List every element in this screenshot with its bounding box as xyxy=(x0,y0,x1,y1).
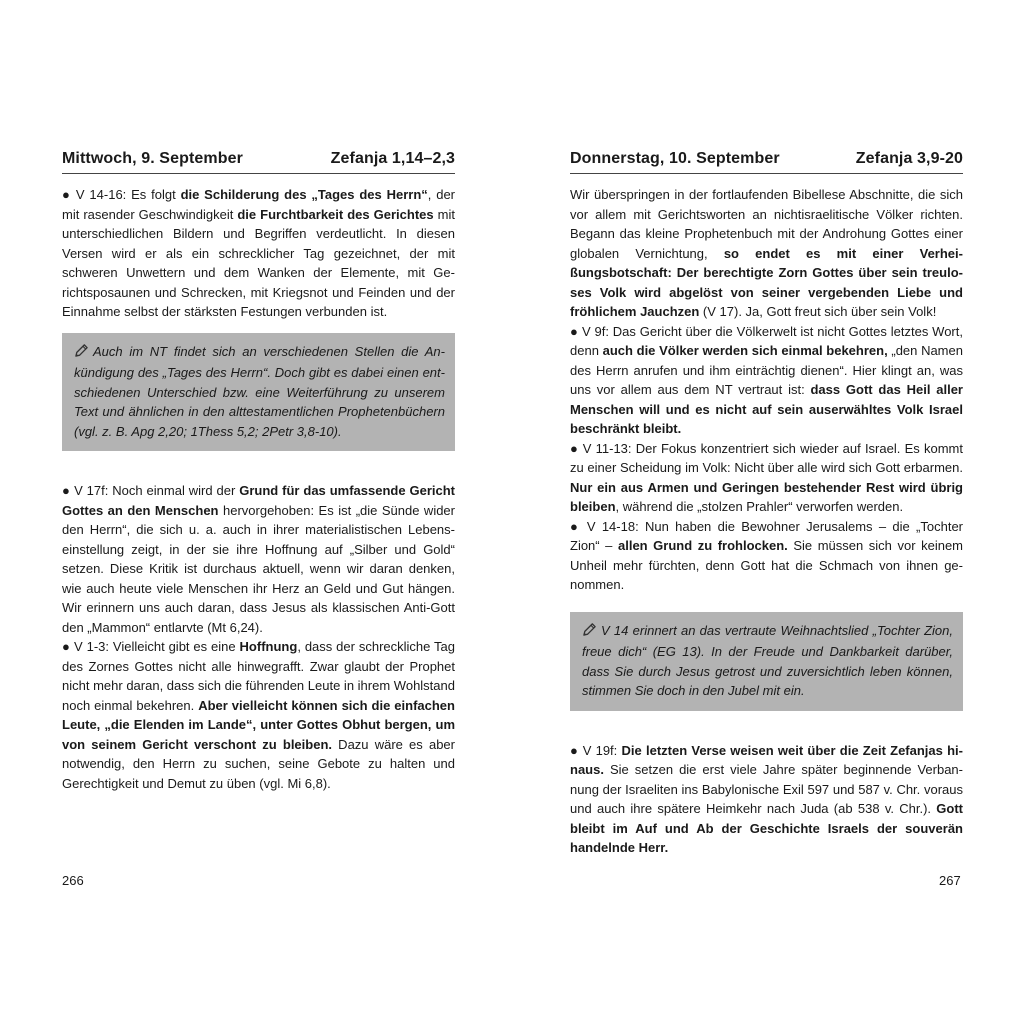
commentary-paragraph xyxy=(62,185,455,322)
bold-text-run: so endet es mit einer Verheißungsbotschaft: Der berechtigte Zorn Gottes über sein treuloses Volk wird abgelöst von seiner vergebenden Liebe und fröhlichem Jauchzen xyxy=(570,245,963,319)
left-page-header xyxy=(62,150,455,174)
bold-text-run: die Schilderung des „Tages des Herrn“ xyxy=(180,187,428,202)
bold-text-run: Grund für das umfassende Gericht Gottes an den Menschen xyxy=(62,483,455,518)
text-run: Sie setzen die erst viele Jahre später beginnende Verbannung der Israeliten ins Babylonische Exil 597 und 587 v. Chr. voraus und auch ihre spätere Heimkehr nach Juda (ab 538 v. Chr.). xyxy=(570,762,963,816)
left-page xyxy=(62,150,455,793)
scripture-reference: Zefanja 1,14–2,3 xyxy=(330,150,455,167)
commentary-paragraph xyxy=(62,481,455,637)
text-run: , dass der schreckliche Tag des Zornes Gottes nicht alle hinwegrafft. Zwar glaubt der Prophet nicht mehr daran, dass sich die führenden Leute in ihrem Wohlstand noch einmal bekehren. xyxy=(62,639,456,713)
note-text: Auch im NT findet sich an verschiedenen Stellen die Ankündigung des „Tages des Herrn“. Doch gibt es dabei einen entschiedenen Unterschied bzw. eine Weiterführung zu unserem Text und ähnlichen in den alttestamentlichen Prophetenbüchern (vgl. z. B. Apg 2,20; 1Thess 5,2; 2Petr 3,8-10). xyxy=(74,343,445,439)
page-number: 266 xyxy=(62,873,84,888)
commentary-paragraph xyxy=(570,439,963,517)
day-title: Mittwoch, 9. September xyxy=(62,150,243,167)
bold-text-run: Nur ein aus Armen und Geringen bestehender Rest wird übrig bleiben xyxy=(570,479,963,514)
text-run: ● V 19f: xyxy=(570,742,622,758)
text-run: , während die „stolzen Prahler“ verworfen werden. xyxy=(615,499,904,514)
bold-text-run: Hoffnung xyxy=(239,639,298,654)
text-run: „den Namen des Herrn anrufen und ihm einträchtig dienen“. Hier klingt an, was uns vor allem aus dem NT vertraut ist: xyxy=(570,343,963,397)
text-run: ● V 9f: Das Gericht über die Völkerwelt ist nicht Gottes letztes Wort, denn xyxy=(570,323,963,358)
text-run: ● V 1-3: Vielleicht gibt es eine xyxy=(62,639,240,654)
text-run: ● V 17f: Noch einmal wird der xyxy=(62,483,240,498)
scripture-reference: Zefanja 3,9-20 xyxy=(855,150,963,167)
text-run: , der mit rasender Geschwindigkeit xyxy=(62,187,456,222)
text-run: Dazu wäre es aber notwendig, den Herrn zu suchen, seine Gebote zu halten und Gerechtigkeit und Demut zu üben (vgl. Mi 6,8). xyxy=(62,736,455,791)
bold-text-run: dass Gott das Heil aller Menschen will und es nicht auf sein auserwähltes Volk Israel beschränkt bleibt. xyxy=(570,382,963,436)
page-number: 267 xyxy=(939,873,961,888)
right-page xyxy=(570,150,963,858)
bold-text-run: Die letzten Verse weisen weit über die Zeit Zefanjas hinaus. xyxy=(570,742,964,777)
note-box xyxy=(62,333,455,452)
bold-text-run: allen Grund zu frohlocken. xyxy=(617,538,788,553)
pencil-icon xyxy=(74,343,89,364)
note-box xyxy=(570,612,963,711)
commentary-paragraph xyxy=(62,637,455,793)
commentary-paragraph xyxy=(570,322,963,439)
text-run: mit unterschiedlichen Bildern und Begriffen verdeutlicht. In diesen Versen wird er als ein schrecklicher Tag gezeichnet, der mit schweren Unwettern und dem Wanken der Elemente, mit Gerichtsposaunen und Schrecken, mit Kriegsnot und Feinden und der Einnahme selbst der stärksten Festungen verbunden ist. xyxy=(62,206,455,319)
bold-text-run: Gott bleibt im Auf und Ab der Geschichte Israels der souverän handelnde Herr. xyxy=(570,801,963,855)
text-run: ● V 14-18: Nun haben die Bewohner Jerusalems – die „Tochter Zion“ – xyxy=(570,518,963,553)
text-run: ● V 11-13: Der Fokus konzentriert sich wieder auf Israel. Es kommt zu einer Scheidung im Volk: Nicht über alle wird sich Gott erbarmen. xyxy=(570,440,963,475)
right-page-header xyxy=(570,150,963,174)
bold-text-run: Aber vielleicht können sich die einfachen Leute, „die Elenden im Lande“, unter Gottes Obhut bergen, um von seinem Gericht verschont zu bleiben. xyxy=(62,697,455,752)
day-title: Donnerstag, 10. September xyxy=(570,150,780,167)
text-run: Sie müssen sich vor keinem Unheil mehr fürchten, denn Gott hat die Schmach von ihnen genommen. xyxy=(570,538,963,592)
bold-text-run: auch die Völker werden sich einmal bekehren, xyxy=(602,343,888,358)
note-text: V 14 erinnert an das vertraute Weihnachtslied „Tochter Zion, freue dich“ (EG 13). In der Freude und Dankbarkeit darüber, dass Sie durch Jesus getrost und zuversichtlich leben können, stimmen Sie doch in den Jubel mit ein. xyxy=(582,622,953,698)
text-run: hervorgehoben: Es ist „die Sünde wider den Herrn“, die sich u. a. auch in ihrer materialistischen Lebenseinstellung zeigt, in der sie ihre Hoffnung auf „Silber und Gold“ setzen. Diese Kritik ist durchaus aktuell, wenn wir daran denken, wie auch heute viele Menschen ihr Herz an Geld und Gut hängen. Wir erinnern uns auch daran, dass Jesus als klassischen Anti-Gott den „Mammon“ entlarvte (Mt 6,24). xyxy=(62,502,455,635)
commentary-paragraph xyxy=(570,741,963,858)
text-run: Wir überspringen in der fortlaufenden Bibellese Abschnitte, die sich vor allem mit Gerichtsworten an nichtisraelitische Völker richten. Begann das kleine Prophetenbuch mit der Androhung Gottes einer globalen Vernichtung, xyxy=(570,187,963,261)
text-run: (V 17). Ja, Gott freut sich über sein Volk! xyxy=(699,304,937,319)
commentary-paragraph xyxy=(570,517,963,595)
pencil-icon xyxy=(582,622,597,643)
commentary-paragraph xyxy=(570,185,963,322)
text-run: ● V 14-16: Es folgt xyxy=(62,187,181,202)
bold-text-run: die Furchtbarkeit des Gerichtes xyxy=(237,206,434,222)
